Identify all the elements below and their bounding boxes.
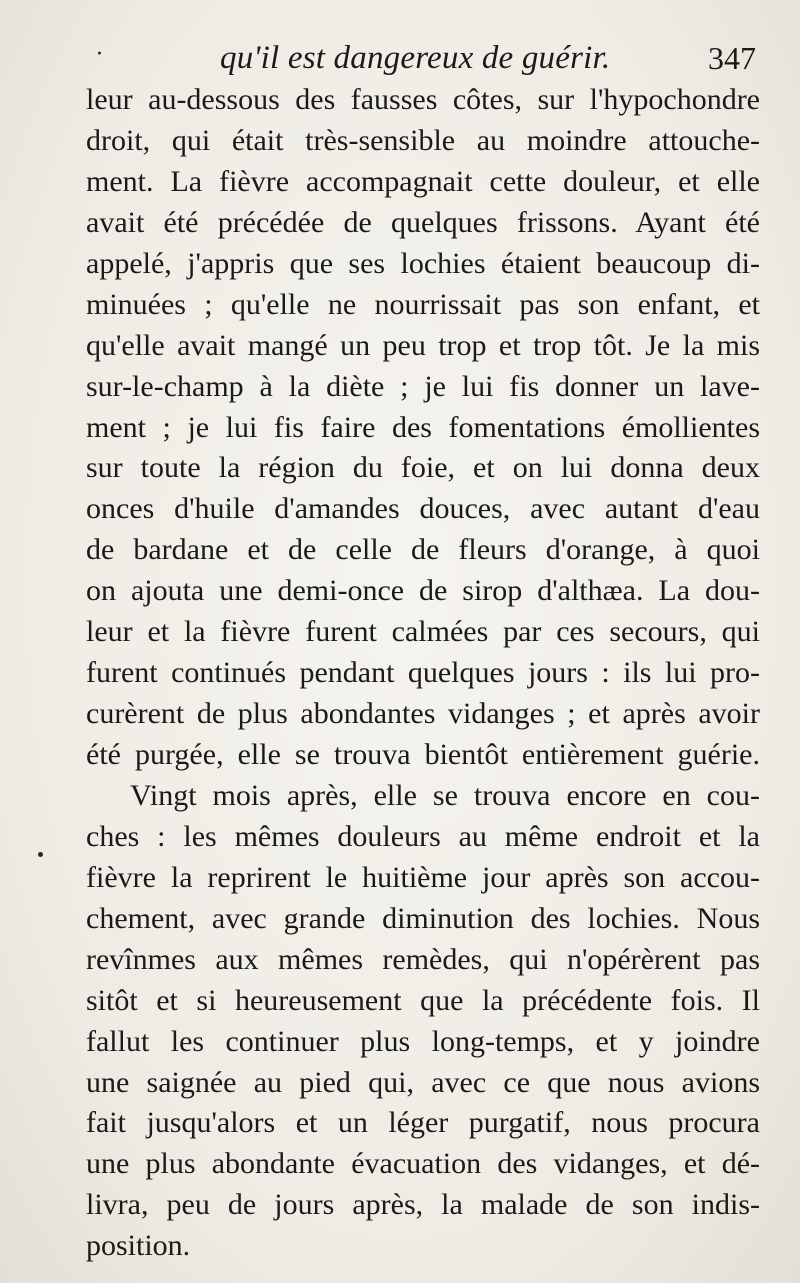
text-line: ches : les mêmes douleurs au même endroit et la bbox=[86, 819, 760, 853]
text-line: livra, peu de jours après, la malade de son indis- bbox=[86, 1188, 760, 1222]
page-number: 347 bbox=[708, 40, 756, 76]
text-line: chement, avec grande diminution des lochies. Nous bbox=[86, 901, 760, 935]
running-head-title: qu'il est dangereux de guérir. bbox=[220, 40, 611, 76]
text-line: on ajouta une demi-once de sirop d'althæa. La dou- bbox=[86, 574, 760, 608]
text-line: une saignée au pied qui, avec ce que nous avions bbox=[86, 1065, 760, 1099]
text-line: minuées ; qu'elle ne nourrissait pas son enfant, et bbox=[86, 287, 760, 321]
text-line: sur toute la région du foie, et on lui donna deux bbox=[86, 451, 760, 485]
text-line: été purgée, elle se trouva bientôt entièrement guérie. bbox=[86, 738, 760, 771]
text-line: ment. La fièvre accompagnait cette douleur, et elle bbox=[86, 164, 760, 198]
text-line: appelé, j'appris que ses lochies étaient beaucoup di- bbox=[86, 246, 760, 280]
text-line: qu'elle avait mangé un peu trop et trop tôt. Je la mis bbox=[86, 328, 760, 362]
text-line: une plus abondante évacuation des vidanges, et dé- bbox=[86, 1147, 760, 1181]
text-line: leur au-dessous des fausses côtes, sur l'hypochondre bbox=[86, 83, 760, 116]
paragraph-2 bbox=[86, 776, 760, 1267]
running-head-marker: · bbox=[96, 42, 103, 67]
text-line: sur-le-champ à la diète ; je lui fis donner un lave- bbox=[86, 369, 760, 403]
body-text bbox=[86, 80, 760, 1267]
margin-mark bbox=[38, 852, 43, 857]
text-line: fallut les continuer plus long-temps, et y joindre bbox=[86, 1024, 760, 1058]
text-line: position. bbox=[86, 1229, 191, 1263]
text-line: onces d'huile d'amandes douces, avec autant d'eau bbox=[86, 492, 760, 526]
text-line: fièvre la reprirent le huitième jour après son accou- bbox=[86, 860, 760, 894]
text-line: de bardane et de celle de fleurs d'orange, à quoi bbox=[86, 533, 760, 567]
running-head bbox=[96, 34, 756, 82]
paragraph-1 bbox=[86, 80, 760, 776]
text-line: Vingt mois après, elle se trouva encore en cou- bbox=[130, 778, 760, 812]
text-line: revînmes aux mêmes remèdes, qui n'opérèrent pas bbox=[86, 942, 760, 976]
text-line: leur et la fièvre furent calmées par ces secours, qui bbox=[86, 615, 760, 649]
text-line: fait jusqu'alors et un léger purgatif, nous procura bbox=[86, 1106, 760, 1140]
text-line: sitôt et si heureusement que la précédente fois. Il bbox=[86, 983, 760, 1017]
text-line: avait été précédée de quelques frissons. Ayant été bbox=[86, 205, 760, 239]
text-line: curèrent de plus abondantes vidanges ; et après avoir bbox=[86, 697, 760, 731]
text-line: droit, qui était très-sensible au moindre attouche- bbox=[86, 123, 760, 157]
text-line: ment ; je lui fis faire des fomentations émollientes bbox=[86, 410, 760, 444]
text-line: furent continués pendant quelques jours : ils lui pro- bbox=[86, 656, 760, 690]
